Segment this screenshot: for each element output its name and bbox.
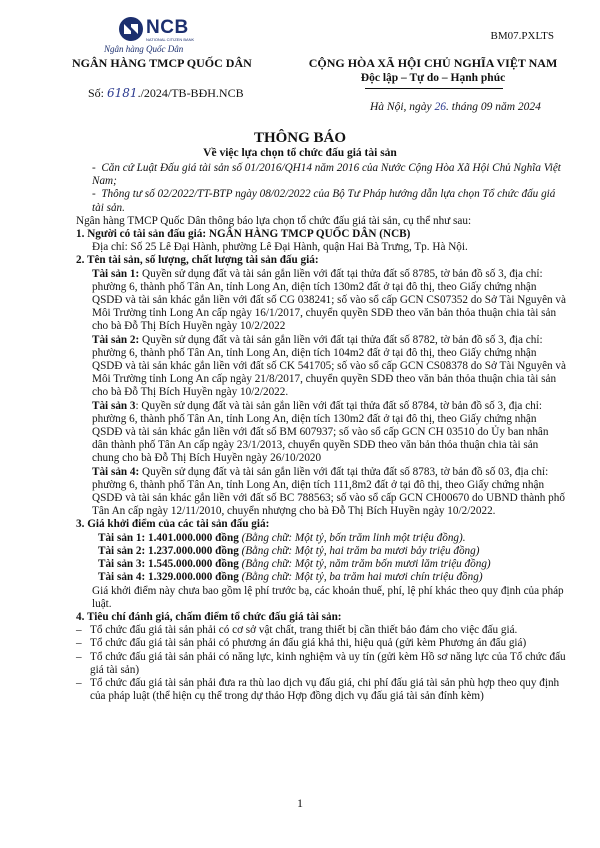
date-prefix: Hà Nội, ngày — [370, 101, 435, 113]
logo-tagline: Ngân hàng Quốc Dân — [104, 44, 184, 54]
criterion-1: – Tổ chức đấu giá tài sản phải có cơ sở vật chất, trang thiết bị cần thiết bảo đảm cho việc đấu giá. — [76, 624, 566, 637]
asset-4-label: Tài sản 4: — [92, 465, 143, 478]
motto-underline — [365, 88, 503, 89]
price-1 — [76, 532, 566, 545]
document-subtitle: Về việc lựa chọn tổ chức đấu giá tài sản — [203, 147, 397, 159]
price-1-amount: Tài sản 1: 1.401.000.000 đồng — [98, 531, 239, 544]
section-4-heading: 4. Tiêu chí đánh giá, chấm điểm tổ chức đấu giá tài sản: — [76, 610, 342, 623]
price-3-amount: Tài sản 3: 1.545.000.000 đồng — [98, 558, 239, 571]
section-2-heading: 2. Tên tài sản, số lượng, chất lượng tài sản đấu giá: — [76, 254, 319, 267]
legal-basis-1-text: Căn cứ Luật Đấu giá tài sản số 01/2016/QH14 năm 2016 của Nước Cộng Hòa Xã Hội Chủ Nghĩa Việt Nam; — [92, 162, 561, 188]
document-date — [370, 101, 541, 113]
section-1-label: 1. Người có tài sản đấu giá: — [76, 228, 209, 241]
section-1-heading — [76, 228, 566, 241]
owner-address: Địa chỉ: Số 25 Lê Đại Hành, phường Lê Đại Hành, quận Hai Bà Trưng, Tp. Hà Nội. — [92, 241, 468, 254]
asset-3-label: Tài sản 3 — [92, 399, 136, 412]
date-suffix: . tháng 09 năm 2024 — [446, 101, 541, 113]
asset-owner-name: NGÂN HÀNG TMCP QUỐC DÂN (NCB) — [208, 228, 411, 241]
price-2-words: (Bằng chữ: Một tỷ, hai trăm ba mươi bảy triệu đồng) — [238, 544, 480, 557]
asset-4-text: Quyền sử dụng đất và tài sản gắn liền với đất tại thửa đất số 8783, tờ bản đồ số 03, địa chỉ: phường 6, thành phố Tân An, tỉnh Long An, diện tích 111,8m2 đất ở tại đô thị, theo Giấy chứng nhận QSDĐ và tài sản khác gắn liền với đất số BC 788563; số vào sổ cấp GCN CH00670 do UBND thành phố Tân An cấp ngày 12/11/2010, chuyển nhượng cho bà Đỗ Thị Bích Huyền ngày 10/2/2022. — [92, 465, 565, 518]
date-day-handwritten: 26 — [434, 101, 447, 113]
legal-basis-1: - Căn cứ Luật Đấu giá tài sản số 01/2016/QH14 năm 2016 của Nước Cộng Hòa Xã Hội Chủ Nghĩa Việt Nam; — [92, 162, 561, 188]
ncb-emblem-icon — [118, 16, 144, 42]
doc-number-handwritten: 6181 — [107, 86, 138, 100]
intro-paragraph: Ngân hàng TMCP Quốc Dân thông báo lựa chọn tổ chức đấu giá tài sản, cụ thể như sau: — [76, 214, 472, 227]
price-3 — [76, 558, 566, 571]
price-2-amount: Tài sản 2: 1.237.000.000 đồng — [98, 544, 239, 557]
asset-1-label: Tài sản 1: — [92, 267, 143, 280]
national-title: CỘNG HÒA XÃ HỘI CHỦ NGHĨA VIỆT NAM — [308, 56, 558, 70]
ncb-logo — [104, 13, 254, 53]
section-3-heading: 3. Giá khởi điểm của các tài sản đấu giá: — [76, 518, 270, 531]
legal-basis-2-text: Thông tư số 02/2022/TT-BTP ngày 08/02/2022 của Bộ Tư Pháp hướng dẫn lựa chọn Tổ chức đấu giá tài sản. — [92, 188, 556, 214]
asset-4 — [76, 466, 566, 519]
legal-basis-2: - Thông tư số 02/2022/TT-BTP ngày 08/02/2022 của Bộ Tư Pháp hướng dẫn lựa chọn Tổ chức đấu giá tài sản. — [92, 188, 556, 214]
document-title: THÔNG BÁO — [253, 130, 347, 146]
price-4-words: (Bằng chữ: Một tỷ, ba trăm hai mươi chín triệu đồng) — [238, 571, 483, 584]
logo-subtext: NATIONAL CITIZEN BANK — [146, 37, 195, 42]
price-2 — [76, 545, 566, 558]
page-number: 1 — [297, 796, 303, 810]
criterion-3: – Tổ chức đấu giá tài sản phải có năng lực, kinh nghiệm và uy tín (gửi kèm Hồ sơ năng lực của Tổ chức đấu giá tài sản) — [76, 650, 566, 676]
asset-3 — [76, 400, 566, 466]
doc-number-prefix: Số: — [88, 86, 108, 100]
criterion-3-text: Tổ chức đấu giá tài sản phải có năng lực, kinh nghiệm và uy tín (gửi kèm Hồ sơ năng lực của Tổ chức đấu giá tài sản) — [90, 650, 566, 676]
asset-1-text: Quyền sử dụng đất và tài sản gắn liền với đất tại thửa đất số 8785, tờ bản đồ số 3, địa chỉ: phường 6, thành phố Tân An, tỉnh Long An, diện tích 130m2 đất ở tại đô thị, theo Giấy chứng nhận QSDĐ và tài sản khác gắn liền với đất số CG 038241; số vào sổ cấp GCN CS07352 do Sở Tài Nguyên và Môi Trường tỉnh Long An cấp ngày 16/1/2017, chuyển quyền SDĐ theo văn bản thỏa thuận chia tài sản cho bà Đỗ Thị Bích Huyền ngày 10/2/2022 — [92, 267, 566, 333]
logo-text: NCB — [146, 17, 189, 38]
price-1-words: (Bằng chữ: Một tỷ, bốn trăm linh một triệu đồng). — [238, 531, 466, 544]
price-4 — [76, 571, 566, 584]
asset-2-label: Tài sản 2: — [92, 333, 143, 346]
issuer-name: NGÂN HÀNG TMCP QUỐC DÂN — [72, 56, 252, 70]
national-motto: Độc lập – Tự do – Hạnh phúc — [360, 72, 506, 84]
criterion-2: – Tổ chức đấu giá tài sản phải có phương án đấu giá khả thi, hiệu quả (gửi kèm Phương án đấu giá) — [76, 637, 566, 650]
document-number — [88, 86, 244, 101]
asset-1 — [76, 268, 566, 334]
doc-number-suffix: ./2024/TB-BĐH.NCB — [137, 86, 244, 100]
asset-2-text: Quyền sử dụng đất và tài sản gắn liền với đất tại thửa đất số 8782, tờ bản đồ số 3, địa chỉ: phường 6, thành phố Tân An, tỉnh Long An, diện tích 104m2 đất ở tại đô thị, theo Giấy chứng nhận QSDĐ và tài sản khác gắn liền với đất số CK 541705; số vào sổ cấp GCN CS08378 do Sở Tài Nguyên và Môi Trường tỉnh Long An cấp ngày 21/8/2017, chuyển quyền SDĐ theo văn bản thỏa thuận chia tài sản cho bà Đỗ Thị Bích Huyền ngày 10/2/2022. — [92, 333, 566, 399]
criterion-4-text: Tổ chức đấu giá tài sản phải đưa ra thù lao dịch vụ đấu giá, chi phí đấu giá tài sản phù hợp theo quy định của pháp luật (thể hiện cụ thể trong dự thảo Hợp đồng dịch vụ đấu giá tài sản đính kèm) — [90, 676, 560, 703]
price-4-amount: Tài sản 4: 1.329.000.000 đồng — [98, 571, 239, 584]
price-note: Giá khởi điểm này chưa bao gồm lệ phí trước bạ, các khoản thuế, phí, lệ phí khác theo quy định của pháp luật. — [92, 584, 564, 610]
criterion-2-text: Tổ chức đấu giá tài sản phải có phương án đấu giá khả thi, hiệu quả (gửi kèm Phương án đấu giá) — [90, 637, 527, 650]
asset-2 — [76, 334, 566, 400]
criterion-1-text: Tổ chức đấu giá tài sản phải có cơ sở vật chất, trang thiết bị cần thiết bảo đảm cho việc đấu giá. — [90, 624, 518, 637]
asset-3-text: : Quyền sử dụng đất và tài sản gắn liền với đất tại thửa đất số 8784, tờ bản đồ số 3, địa chỉ: phường 6, thành phố Tân An, tỉnh Long An, diện tích 130m2 đất ở tại đô thị, theo Giấy chứng nhận QSDĐ và tài sản khác gắn liền với đất số BM 607937; số vào sổ cấp GCN CH 03510 do Ủy ban nhân dân thành phố Tân An cấp ngày 23/1/2013, chuyển quyền SDĐ theo văn bản thỏa thuận chia tài sản chung cho bà Đỗ Thị Bích Huyền ngày 26/10/2020 — [92, 399, 549, 465]
price-3-words: (Bằng chữ: Một tỷ, năm trăm bốn mươi lăm triệu đồng) — [238, 558, 491, 571]
document-body — [76, 162, 566, 703]
criterion-4: – Tổ chức đấu giá tài sản phải đưa ra thù lao dịch vụ đấu giá, chi phí đấu giá tài sản phù hợp theo quy định của pháp luật (thể hiện cụ thể trong dự thảo Hợp đồng dịch vụ đấu giá tài sản đính kèm) — [76, 677, 566, 703]
form-code: BM07.PXLTS — [490, 30, 554, 42]
